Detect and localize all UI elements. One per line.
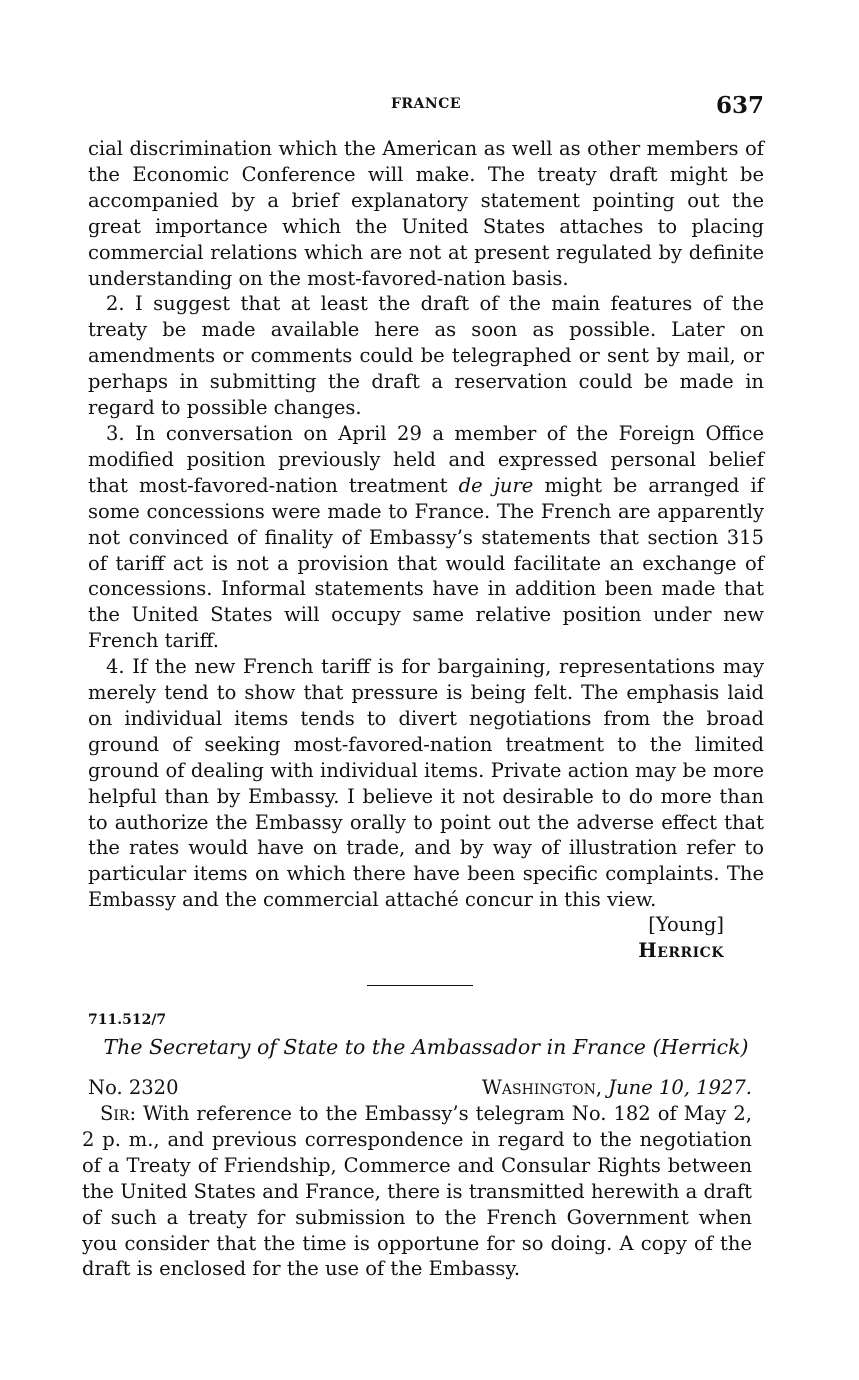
letter-paragraph-text: : With reference to the Embassy’s telegram No. 182 of May 2, 2 p. m., and previous correspondence in regard to the negotiation of a Treaty of Friendship, Commerce and Consular Rights between the United States and France, there is transmitted herewith a draft of such a treaty for submission to the French Government when you consider that the time is opportune for so doing. A copy of the draft is enclosed for the use of the Embassy. xyxy=(82,1102,752,1281)
signature-bracketed: [Young] xyxy=(648,913,724,936)
signature-block xyxy=(88,912,724,964)
dateline xyxy=(88,1075,764,1101)
document-number: No. 2320 xyxy=(88,1076,179,1099)
signature-name: Herrick xyxy=(638,938,724,962)
running-head xyxy=(88,92,764,122)
place-date xyxy=(482,1075,752,1101)
place: Washington, xyxy=(481,1076,603,1099)
document-heading-recipient: (Herrick) xyxy=(652,1035,749,1059)
latin-term: de jure xyxy=(458,473,534,497)
file-number: 711.512/7 xyxy=(88,1012,167,1028)
salutation: Sir xyxy=(100,1102,130,1125)
paragraph-point-3 xyxy=(88,421,764,654)
document-heading xyxy=(88,1033,764,1061)
telegram-body xyxy=(88,136,764,913)
paragraph-point-2: 2. I suggest that at least the draft of the main features of the treaty be made available here as soon as possible. Later on amendments or comments could be telegraphed or sent by mail, or perhaps in submitting the draft a reservation could be made in regard to possible changes. xyxy=(88,292,764,420)
running-title: FRANCE xyxy=(390,96,462,112)
section-divider xyxy=(367,985,473,986)
document-heading-title: The Secretary of State to the Ambassador in France xyxy=(103,1035,653,1059)
date: June 10, 1927. xyxy=(608,1076,752,1099)
paragraph-continuation: cial discrimination which the American as well as other members of the Economic Conference will make. The treaty draft might be accompanied by a brief explanatory statement pointing out the great importance which the United States attaches to placing commercial relations which are not at present regulated by definite understanding on the most-favored-nation basis. xyxy=(88,137,764,290)
letter-body xyxy=(82,1101,752,1282)
paragraph-point-3-start: 3. In conversation on April 29 a member of the Foreign Office modified position previously held and expressed personal belief that most-favored-nation treatment xyxy=(88,421,764,497)
paragraph-point-4: 4. If the new French tariff is for bargaining, representations may merely tend to show that pressure is being felt. The emphasis laid on individual items tends to divert negotiations from the broad ground of seeking most-favored-nation treatment to the limited ground of dealing with individual items. Private action may be more helpful than by Embassy. I believe it not desirable to do more than to authorize the Embassy orally to point out the adverse effect that the rates would have on trade, and by way of illustration refer to particular items on which there have been specific complaints. The Embassy and the commercial attaché concur in this view. xyxy=(88,655,764,912)
letter-paragraph xyxy=(82,1101,752,1282)
paragraph-point-3-end: might be arranged if some concessions were made to France. The French are apparently not convinced of finality of Embassy’s statements that section 315 of tariff act is not a provision that would facilitate an exchange of concessions. Informal statements have in addition been made that the United States will occupy same relative position under new French tariff. xyxy=(88,473,764,653)
page-number: 637 xyxy=(715,92,764,119)
